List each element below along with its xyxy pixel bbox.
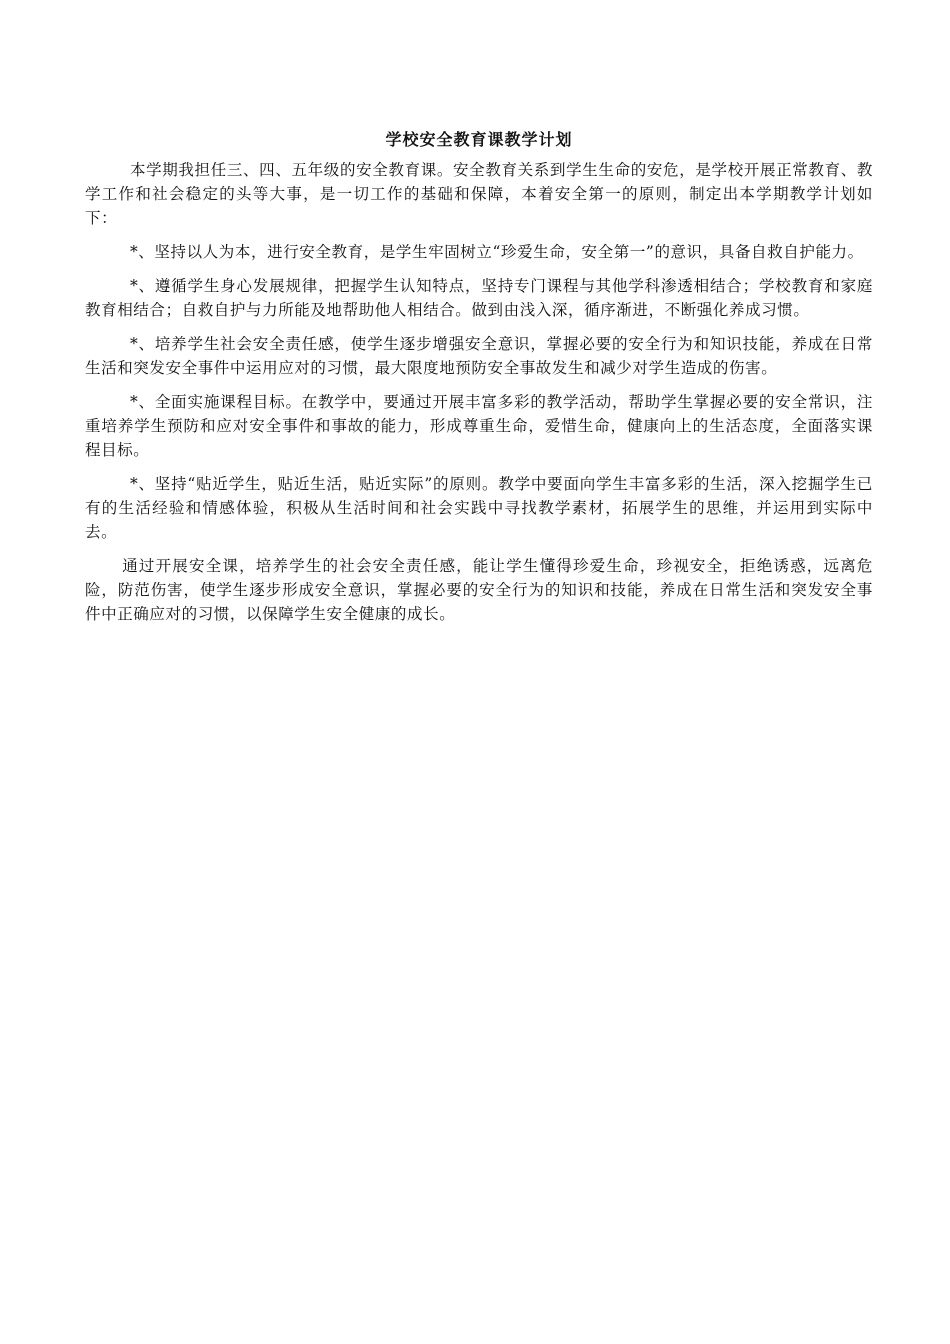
intro-paragraph: 本学期我担任三、四、五年级的安全教育课。安全教育关系到学生生命的安危，是学校开展正常教育、教学工作和社会稳定的头等大事，是一切工作的基础和保障，本着安全第一的原则，制定出本学期教学计划如下：: [85, 161, 873, 227]
point-paragraph-3: *、培养学生社会安全责任感，使学生逐步增强安全意识，掌握必要的安全行为和知识技能，养成在日常生活和突发安全事件中运用应对的习惯，最大限度地预防安全事故发生和减少对学生造成的伤害。: [85, 335, 873, 377]
point-paragraph-2: *、遵循学生身心发展规律，把握学生认知特点，坚持专门课程与其他学科渗透相结合；学校教育和家庭教育相结合；自救自护与力所能及地帮助他人相结合。做到由浅入深，循序渐进，不断强化养成习惯。: [85, 277, 873, 319]
conclusion-paragraph: 通过开展安全课，培养学生的社会安全责任感，能让学生懂得珍爱生命，珍视安全，拒绝诱惑，远离危险，防范伤害，使学生逐步形成安全意识，掌握必要的安全行为的知识和技能，养成在日常生活和突发安全事件中正确应对的习惯，以保障学生安全健康的成长。: [85, 557, 873, 623]
point-paragraph-5: *、坚持“贴近学生，贴近生活，贴近实际”的原则。教学中要面向学生丰富多彩的生活，深入挖掘学生已有的生活经验和情感体验，积极从生活时间和社会实践中寻找教学素材，拓展学生的思维，并运用到实际中去。: [85, 475, 873, 541]
document-title: 学校安全教育课教学计划: [385, 130, 573, 149]
point-paragraph-1: *、坚持以人为本，进行安全教育，是学生牢固树立“珍爱生命，安全第一”的意识，具备自救自护能力。: [129, 243, 864, 261]
document-page: [85, 128, 873, 636]
point-paragraph-4: *、全面实施课程目标。在教学中，要通过开展丰富多彩的教学活动，帮助学生掌握必要的安全常识，注重培养学生预防和应对安全事件和事故的能力，形成尊重生命，爱惜生命，健康向上的生活态度，全面落实课程目标。: [85, 393, 873, 459]
